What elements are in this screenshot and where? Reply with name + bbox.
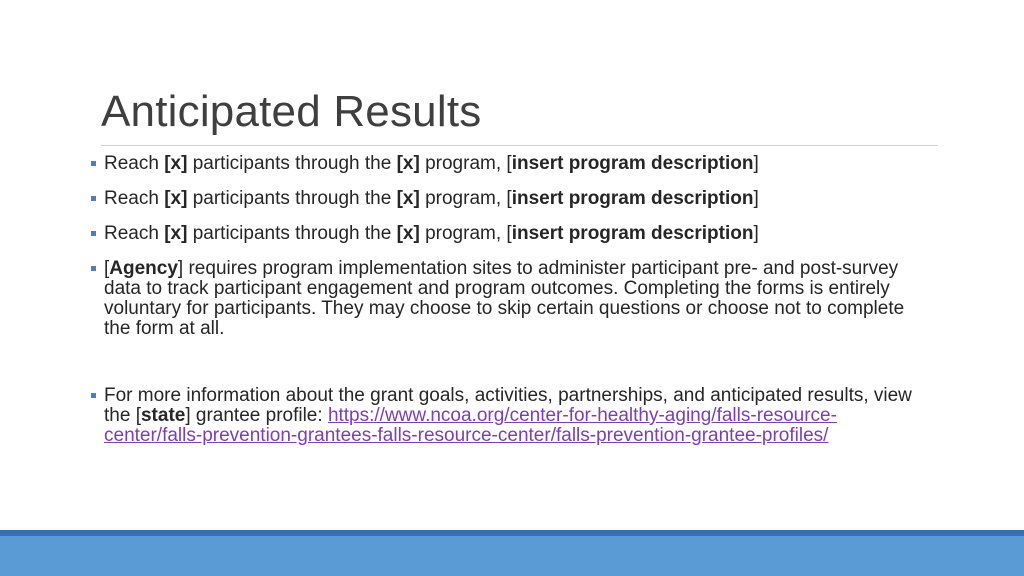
bullet-item-agency bbox=[91, 259, 931, 339]
bullet-text: participants through the bbox=[187, 223, 397, 244]
bullet-text: ] bbox=[753, 188, 759, 209]
bullet-bold-text: [x] bbox=[164, 188, 188, 209]
bullet-bold-text: insert program description bbox=[511, 223, 754, 244]
bullet-bold-text: insert program description bbox=[511, 188, 754, 209]
title-divider bbox=[101, 145, 938, 146]
bullet-text: ] bbox=[753, 223, 759, 244]
bullet-bold-text: [x] bbox=[396, 153, 420, 174]
square-bullet-icon bbox=[91, 266, 96, 271]
square-bullet-icon bbox=[91, 231, 96, 236]
bullet-list bbox=[91, 154, 931, 446]
bullet-text: Reach bbox=[104, 223, 165, 244]
bullet-bold-text: [x] bbox=[164, 153, 188, 174]
bullet-text: program, [ bbox=[419, 188, 512, 209]
bullet-text: ] requires program implementation sites to administer participant pre- and post-survey data to track participant engagement and program outcomes. Completing the forms is entirely voluntary for participants. They may choose to skip certain questions or choose not to complete the form at all. bbox=[104, 258, 905, 339]
bullet-bold-text: state bbox=[140, 405, 186, 426]
square-bullet-icon bbox=[91, 393, 96, 398]
bullet-text: participants through the bbox=[187, 153, 397, 174]
footer-band bbox=[0, 536, 1024, 576]
bullet-text: ] bbox=[753, 153, 759, 174]
bullet-text: ] grantee profile: bbox=[185, 405, 328, 426]
square-bullet-icon bbox=[91, 161, 96, 166]
bullet-text: participants through the bbox=[187, 188, 397, 209]
bullet-item-reach-1 bbox=[91, 154, 931, 174]
bullet-bold-text: [x] bbox=[164, 223, 188, 244]
square-bullet-icon bbox=[91, 196, 96, 201]
slide-title: Anticipated Results bbox=[101, 87, 482, 136]
bullet-text: [ bbox=[104, 258, 110, 279]
bullet-text: Reach bbox=[104, 188, 165, 209]
bullet-bold-text: Agency bbox=[109, 258, 178, 279]
bullet-bold-text: insert program description bbox=[511, 153, 754, 174]
bullet-item-more-info bbox=[91, 386, 931, 446]
bullet-bold-text: [x] bbox=[396, 188, 420, 209]
bullet-text: Reach bbox=[104, 153, 165, 174]
bullet-text: program, [ bbox=[419, 153, 512, 174]
bullet-text: program, [ bbox=[419, 223, 512, 244]
grantee-profile-link[interactable]: https://www.ncoa.org/center-for-healthy-aging/falls-resource-center/falls-prevention-grantees-falls-resource-center/falls-prevention-grantee-profiles/ bbox=[104, 405, 837, 446]
bullet-item-reach-3 bbox=[91, 224, 931, 244]
bullet-bold-text: [x] bbox=[396, 223, 420, 244]
bullet-item-reach-2 bbox=[91, 189, 931, 209]
bullet-text: For more information about the grant goals, activities, partnerships, and anticipated results, view the [ bbox=[104, 385, 912, 426]
